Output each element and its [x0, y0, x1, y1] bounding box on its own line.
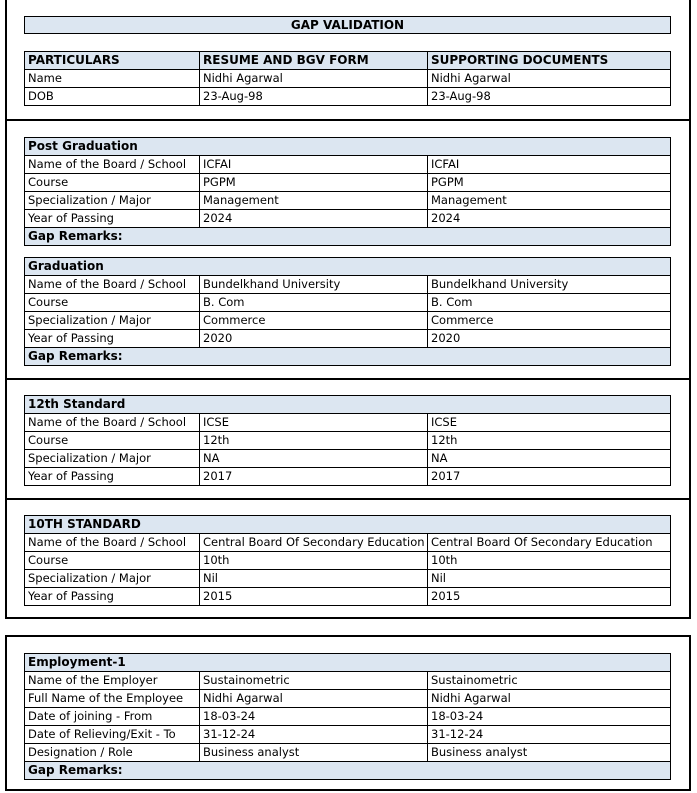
table-row [24, 690, 671, 708]
table-row [24, 552, 671, 570]
resume-value: NA [200, 450, 428, 467]
row-label: Year of Passing [25, 210, 200, 227]
row-label: Full Name of the Employee [25, 690, 200, 707]
tenth-table [24, 515, 671, 606]
section-heading [24, 653, 671, 672]
row-label: Specialization / Major [25, 192, 200, 209]
row-label: Name of the Board / School [25, 534, 200, 551]
resume-value: Central Board Of Secondary Education [200, 534, 428, 551]
docs-value: Management [431, 193, 507, 207]
resume-value: Business analyst [200, 744, 428, 761]
table-row [24, 312, 671, 330]
resume-value: ICSE [200, 414, 428, 431]
row-label: Designation / Role [25, 744, 200, 761]
row-label: Date of Relieving/Exit - To [25, 726, 200, 743]
section-title: 10TH STANDARD [28, 517, 141, 531]
resume-value: B. Com [200, 294, 428, 311]
section-heading [24, 515, 671, 534]
docs-value: Commerce [431, 313, 494, 327]
docs-value: Nidhi Agarwal [431, 71, 511, 85]
row-label: Specialization / Major [25, 450, 200, 467]
table-row [24, 744, 671, 762]
table-row [24, 156, 671, 174]
docs-value: 12th [431, 433, 458, 447]
row-label: Name of the Board / School [25, 414, 200, 431]
gap-remarks-row [24, 348, 671, 366]
docs-value: 10th [431, 553, 458, 567]
docs-value: ICFAI [431, 157, 460, 171]
gap-remarks-row [24, 762, 671, 780]
docs-value: 2017 [431, 469, 461, 483]
table-row [24, 70, 671, 88]
resume-value: 2020 [200, 330, 428, 347]
row-label: Name of the Board / School [25, 276, 200, 293]
docs-value: 31-12-24 [431, 727, 484, 741]
table-row [24, 88, 671, 106]
resume-value: Nil [200, 570, 428, 587]
docs-value: PGPM [431, 175, 464, 189]
resume-value: 23-Aug-98 [200, 88, 428, 105]
section-heading [24, 257, 671, 276]
row-label: DOB [25, 88, 200, 105]
page-title: GAP VALIDATION [24, 16, 671, 34]
table-row [24, 534, 671, 552]
docs-value: Bundelkhand University [431, 277, 569, 291]
docs-value: Central Board Of Secondary Education [431, 535, 653, 549]
resume-value: PGPM [200, 174, 428, 191]
table-row [24, 708, 671, 726]
resume-value: 12th [200, 432, 428, 449]
section-title: Graduation [28, 259, 104, 273]
docs-value: 18-03-24 [431, 709, 484, 723]
gap-remarks-row [24, 228, 671, 246]
post-graduation-table [24, 137, 671, 246]
table-row [24, 294, 671, 312]
resume-value: Nidhi Agarwal [200, 70, 428, 87]
gap-remarks-label: Gap Remarks: [28, 229, 123, 243]
resume-value: Management [200, 192, 428, 209]
twelfth-table [24, 395, 671, 486]
row-label: Year of Passing [25, 330, 200, 347]
section-heading [24, 395, 671, 414]
row-label: Course [25, 174, 200, 191]
docs-value: 23-Aug-98 [431, 89, 491, 103]
table-row [24, 570, 671, 588]
docs-value: B. Com [431, 295, 473, 309]
row-label: Year of Passing [25, 468, 200, 485]
identity-table [24, 51, 671, 106]
resume-value: Commerce [200, 312, 428, 329]
section-title: 12th Standard [28, 397, 126, 411]
docs-value: NA [431, 451, 448, 465]
gap-remarks-label: Gap Remarks: [28, 763, 123, 777]
table-row [24, 414, 671, 432]
docs-value: Business analyst [431, 745, 528, 759]
employment-table [24, 653, 671, 780]
gap-remarks-label: Gap Remarks: [28, 349, 123, 363]
table-row [24, 726, 671, 744]
resume-value: 2017 [200, 468, 428, 485]
row-label: Course [25, 552, 200, 569]
resume-value: 2015 [200, 588, 428, 605]
section-title: Post Graduation [28, 139, 138, 153]
resume-value: 10th [200, 552, 428, 569]
docs-value: 2024 [431, 211, 461, 225]
row-label: Specialization / Major [25, 312, 200, 329]
docs-value: ICSE [431, 415, 457, 429]
table-row [24, 276, 671, 294]
docs-value: Sustainometric [431, 673, 518, 687]
row-label: Course [25, 294, 200, 311]
row-label: Year of Passing [25, 588, 200, 605]
table-row [24, 174, 671, 192]
header-documents: SUPPORTING DOCUMENTS [431, 53, 609, 67]
table-header [24, 51, 671, 70]
docs-value: Nidhi Agarwal [431, 691, 511, 705]
resume-value: Bundelkhand University [200, 276, 428, 293]
row-label: Specialization / Major [25, 570, 200, 587]
resume-value: ICFAI [200, 156, 428, 173]
docs-value: 2015 [431, 589, 461, 603]
row-label: Date of joining - From [25, 708, 200, 725]
table-row [24, 672, 671, 690]
header-particulars: PARTICULARS [25, 52, 200, 69]
table-row [24, 330, 671, 348]
docs-value: Nil [431, 571, 446, 585]
row-label: Name of the Employer [25, 672, 200, 689]
table-row [24, 432, 671, 450]
graduation-table [24, 257, 671, 366]
table-row [24, 588, 671, 606]
resume-value: Nidhi Agarwal [200, 690, 428, 707]
row-label: Course [25, 432, 200, 449]
resume-value: 31-12-24 [200, 726, 428, 743]
resume-value: Sustainometric [200, 672, 428, 689]
section-heading [24, 137, 671, 156]
row-label: Name [25, 70, 200, 87]
docs-value: 2020 [431, 331, 461, 345]
resume-value: 2024 [200, 210, 428, 227]
header-resume: RESUME AND BGV FORM [200, 52, 428, 69]
table-row [24, 450, 671, 468]
table-row [24, 468, 671, 486]
section-title: Employment-1 [28, 655, 126, 669]
table-row [24, 192, 671, 210]
table-row [24, 210, 671, 228]
resume-value: 18-03-24 [200, 708, 428, 725]
row-label: Name of the Board / School [25, 156, 200, 173]
